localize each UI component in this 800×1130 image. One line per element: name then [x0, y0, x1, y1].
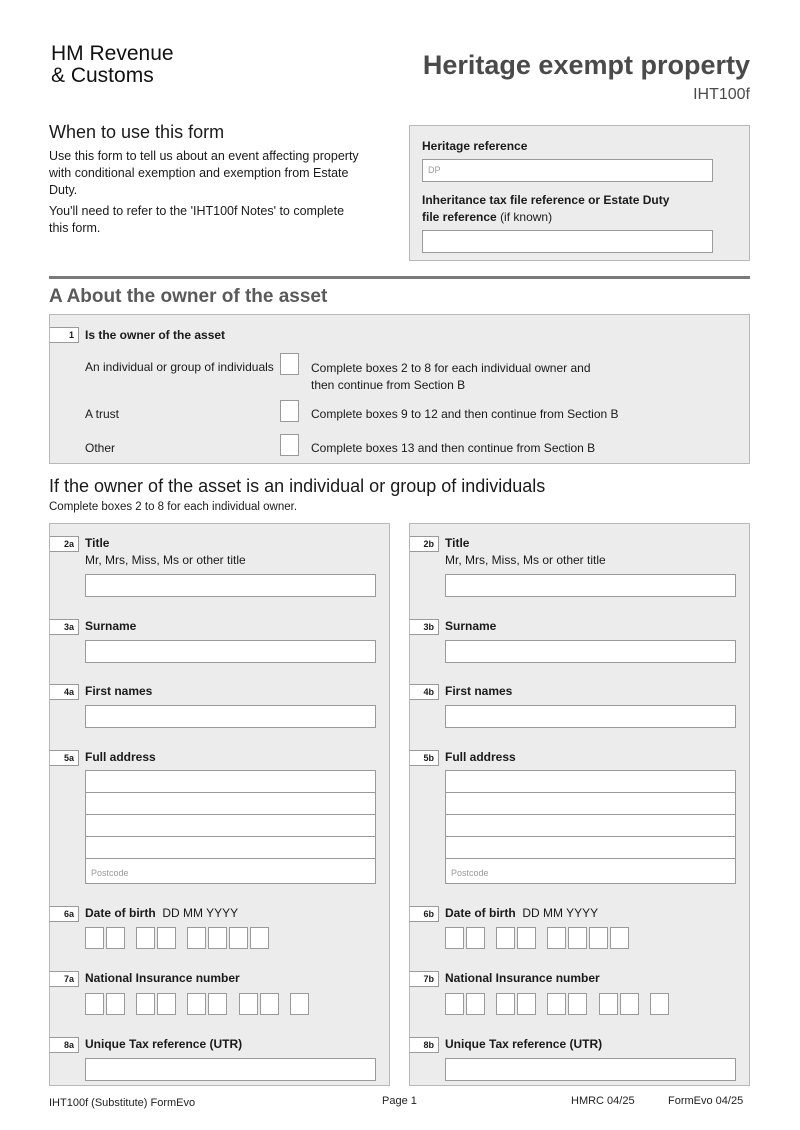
heritage-reference-label: Heritage reference	[422, 139, 528, 153]
nino-label-a: National Insurance number	[85, 971, 240, 985]
option-other-checkbox[interactable]	[280, 434, 299, 456]
address-line-4-b[interactable]	[445, 836, 736, 859]
nino-8-b[interactable]	[620, 993, 639, 1015]
intro-paragraph-1: Use this form to tell us about an event affecting property with conditional exemption and exemption from Estate Duty.	[49, 149, 359, 197]
intro-heading: When to use this form	[49, 122, 225, 142]
dob-m1-a[interactable]	[136, 927, 155, 949]
dob-y2-b[interactable]	[568, 927, 587, 949]
utr-label-a: Unique Tax reference (UTR)	[85, 1037, 243, 1051]
dob-y3-b[interactable]	[589, 927, 608, 949]
postcode-input-a[interactable]	[85, 858, 376, 884]
postcode-input-b[interactable]	[445, 858, 736, 884]
address-line-4-a[interactable]	[85, 836, 376, 859]
form-title: Heritage exempt property	[422, 50, 750, 80]
dob-label-text-b: Date of birth	[445, 906, 516, 920]
dob-y4-a[interactable]	[250, 927, 269, 949]
title-input-b[interactable]	[445, 574, 736, 597]
option-other-note: Complete boxes 13 and then continue from Section B	[311, 441, 596, 455]
box-number-1: 1	[50, 327, 79, 343]
box-number-7b: 7b	[410, 971, 439, 987]
postcode-placeholder-b: Postcode	[451, 868, 489, 878]
dob-m2-a[interactable]	[157, 927, 176, 949]
nino-9-a[interactable]	[290, 993, 309, 1015]
surname-input-b[interactable]	[445, 640, 736, 663]
address-line-3-a[interactable]	[85, 814, 376, 837]
intro-paragraph-2: You'll need to refer to the 'IHT100f Notes' to complete this form.	[49, 204, 345, 235]
option-trust-label: A trust	[85, 407, 120, 421]
owner-column-b	[409, 523, 750, 1086]
nino-2-b[interactable]	[466, 993, 485, 1015]
nino-3-a[interactable]	[136, 993, 155, 1015]
title-input-a[interactable]	[85, 574, 376, 597]
first-names-label-b: First names	[445, 684, 513, 698]
box-number-3b: 3b	[410, 619, 439, 635]
dob-m1-b[interactable]	[496, 927, 515, 949]
nino-7-a[interactable]	[239, 993, 258, 1015]
surname-label-b: Surname	[445, 619, 497, 633]
option-other-label: Other	[85, 441, 116, 455]
dob-label-text-a: Date of birth	[85, 906, 156, 920]
box-number-8b: 8b	[410, 1037, 439, 1053]
option-individual-label: An individual or group of individuals	[85, 360, 274, 374]
option-individual-checkbox[interactable]	[280, 353, 299, 375]
box-number-6b: 6b	[410, 906, 439, 922]
option-individual-note-line-2: then continue from Section B	[311, 378, 466, 392]
dob-format-b: DD MM YYYY	[522, 906, 599, 920]
utr-input-a[interactable]	[85, 1058, 376, 1081]
address-line-1-a[interactable]	[85, 770, 376, 793]
nino-6-a[interactable]	[208, 993, 227, 1015]
q1-label: Is the owner of the asset	[85, 328, 226, 342]
box-number-2a: 2a	[50, 536, 79, 552]
dob-d1-a[interactable]	[85, 927, 104, 949]
reference-panel	[409, 125, 750, 261]
postcode-placeholder-a: Postcode	[91, 868, 129, 878]
address-label-b: Full address	[445, 750, 516, 764]
iht-label-note: (if known)	[500, 210, 553, 224]
box-number-5b: 5b	[410, 750, 439, 766]
form-code: IHT100f	[693, 86, 750, 103]
utr-label-b: Unique Tax reference (UTR)	[445, 1037, 603, 1051]
hmrc-logo	[51, 43, 174, 87]
nino-1-a[interactable]	[85, 993, 104, 1015]
dob-y2-a[interactable]	[208, 927, 227, 949]
footer-hmrc-version: HMRC 04/25	[571, 1095, 635, 1107]
dob-y1-b[interactable]	[547, 927, 566, 949]
iht-label-line-1: Inheritance tax file reference or Estate Duty	[422, 193, 670, 207]
nino-4-a[interactable]	[157, 993, 176, 1015]
surname-input-a[interactable]	[85, 640, 376, 663]
box-number-7a: 7a	[50, 971, 79, 987]
dob-format-a: DD MM YYYY	[162, 906, 239, 920]
title-hint-b: Mr, Mrs, Miss, Ms or other title	[445, 553, 606, 567]
nino-8-a[interactable]	[260, 993, 279, 1015]
first-names-label-a: First names	[85, 684, 153, 698]
footer-page-number: Page 1	[382, 1095, 417, 1107]
box-number-4a: 4a	[50, 684, 79, 700]
nino-6-b[interactable]	[568, 993, 587, 1015]
utr-input-b[interactable]	[445, 1058, 736, 1081]
box-number-8a: 8a	[50, 1037, 79, 1053]
logo-line-1: HM Revenue	[51, 42, 174, 65]
individual-heading: If the owner of the asset is an individual or group of individuals	[49, 476, 546, 496]
dob-label-a	[85, 906, 238, 920]
dob-d2-b[interactable]	[466, 927, 485, 949]
address-line-2-a[interactable]	[85, 792, 376, 815]
footer-form-id: IHT100f (Substitute) FormEvo	[49, 1097, 196, 1109]
address-line-1-b[interactable]	[445, 770, 736, 793]
individual-subheading: Complete boxes 2 to 8 for each individual owner.	[49, 501, 298, 513]
dob-d2-a[interactable]	[106, 927, 125, 949]
owner-column-a	[49, 523, 390, 1086]
address-line-3-b[interactable]	[445, 814, 736, 837]
heritage-reference-placeholder: DP	[428, 165, 441, 175]
option-trust-checkbox[interactable]	[280, 400, 299, 422]
iht-reference-label	[422, 192, 669, 226]
nino-7-b[interactable]	[599, 993, 618, 1015]
box-number-2b: 2b	[410, 536, 439, 552]
owner-type-panel	[49, 314, 750, 464]
surname-label-a: Surname	[85, 619, 137, 633]
title-label-a: Title	[85, 536, 110, 550]
dob-label-b	[445, 906, 598, 920]
box-number-6a: 6a	[50, 906, 79, 922]
box-number-5a: 5a	[50, 750, 79, 766]
section-a-heading: A About the owner of the asset	[49, 286, 328, 307]
box-number-4b: 4b	[410, 684, 439, 700]
heritage-reference-input[interactable]	[422, 159, 713, 182]
nino-1-b[interactable]	[445, 993, 464, 1015]
section-divider	[49, 276, 750, 279]
option-individual-note-line-1: Complete boxes 2 to 8 for each individual owner and	[311, 361, 591, 375]
dob-y1-a[interactable]	[187, 927, 206, 949]
first-names-input-b[interactable]	[445, 705, 736, 728]
nino-2-a[interactable]	[106, 993, 125, 1015]
nino-label-b: National Insurance number	[445, 971, 600, 985]
nino-3-b[interactable]	[496, 993, 515, 1015]
dob-y4-b[interactable]	[610, 927, 629, 949]
option-trust-note: Complete boxes 9 to 12 and then continue from Section B	[311, 407, 619, 421]
iht-reference-input[interactable]	[422, 230, 713, 253]
dob-m2-b[interactable]	[517, 927, 536, 949]
option-individual-note	[311, 360, 591, 394]
nino-4-b[interactable]	[517, 993, 536, 1015]
iht-label-line-2: file reference	[422, 210, 497, 224]
address-label-a: Full address	[85, 750, 156, 764]
dob-y3-a[interactable]	[229, 927, 248, 949]
title-hint-a: Mr, Mrs, Miss, Ms or other title	[85, 553, 246, 567]
title-label-b: Title	[445, 536, 470, 550]
address-line-2-b[interactable]	[445, 792, 736, 815]
box-number-3a: 3a	[50, 619, 79, 635]
footer-formevo-version: FormEvo 04/25	[668, 1095, 744, 1107]
first-names-input-a[interactable]	[85, 705, 376, 728]
nino-5-b[interactable]	[547, 993, 566, 1015]
nino-5-a[interactable]	[187, 993, 206, 1015]
nino-9-b[interactable]	[650, 993, 669, 1015]
logo-line-2: & Customs	[51, 64, 154, 87]
dob-d1-b[interactable]	[445, 927, 464, 949]
